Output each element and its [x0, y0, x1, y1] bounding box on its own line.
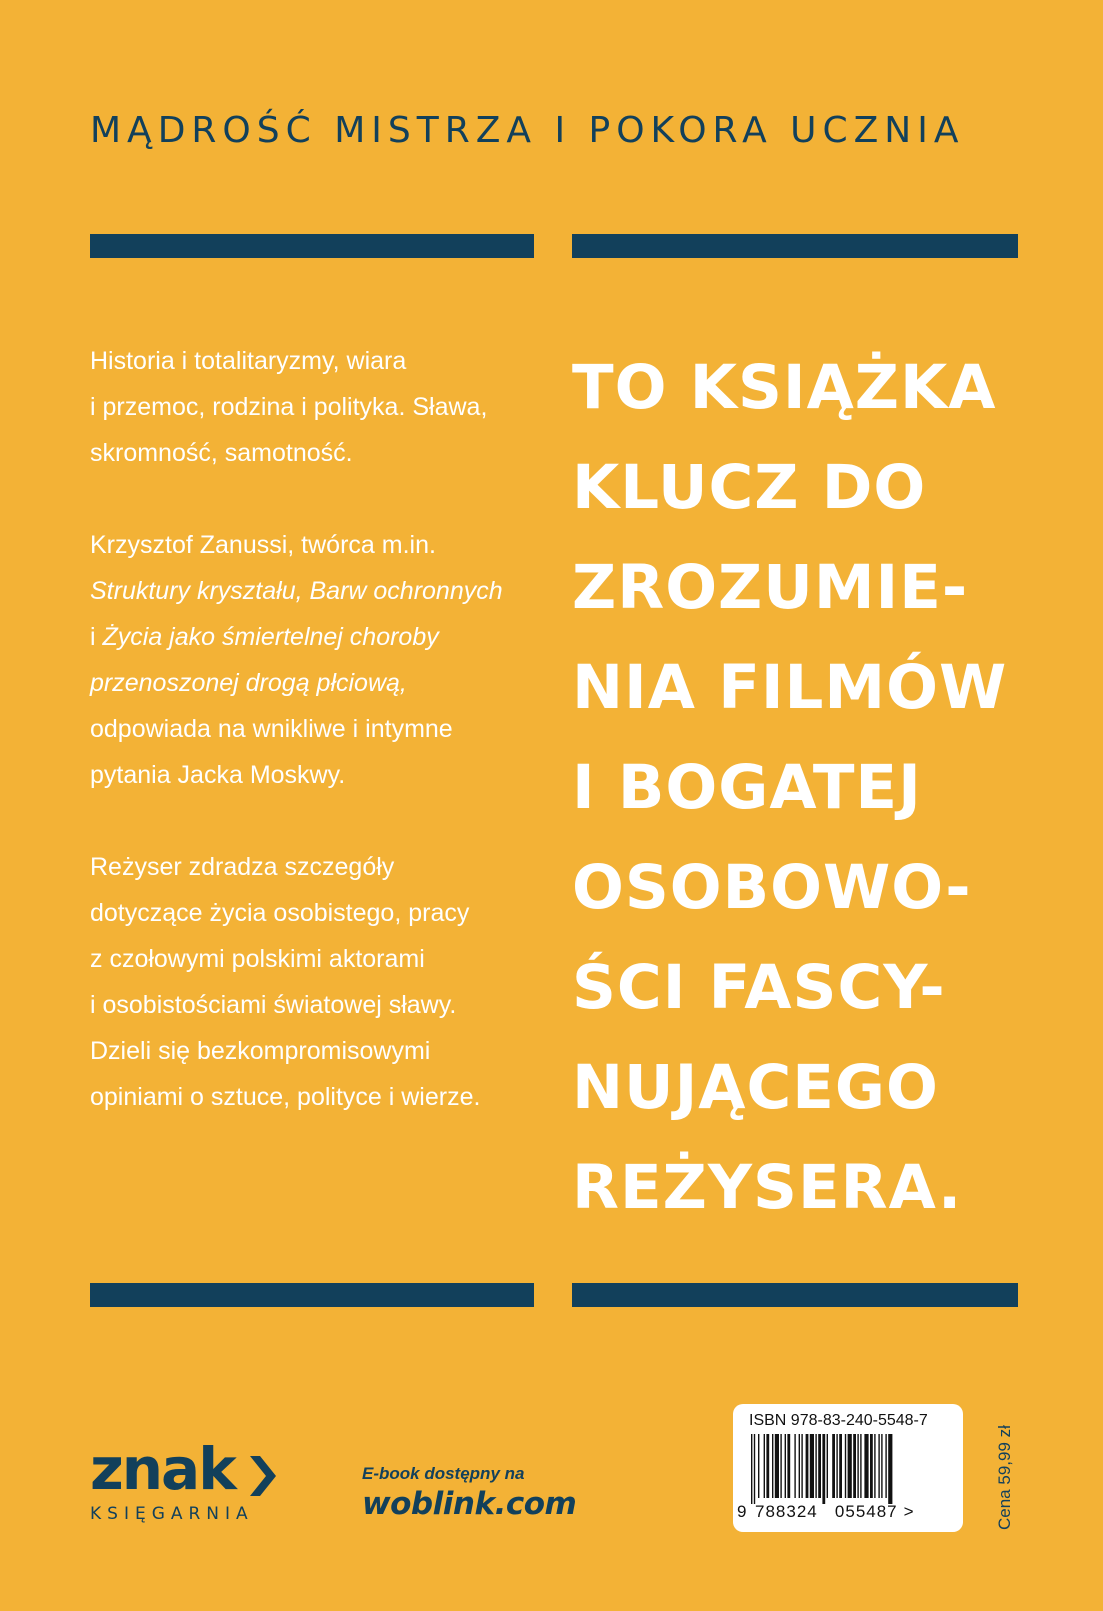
barcode-group-1: 788324: [755, 1502, 818, 1521]
blurb-line: pytania Jacka Moskwy.: [90, 761, 346, 789]
publisher-chevron-icon: [240, 1456, 282, 1496]
publisher-name: [90, 1435, 235, 1503]
tagline: MĄDROŚĆ MISTRZA I POKORA UCZNIA: [90, 110, 965, 151]
blurb-line-italic: przenoszonej drogą płciową,: [90, 669, 407, 697]
blurb-line: i osobistościami światowej sławy.: [90, 991, 457, 1019]
publisher-subtitle: KSIĘGARNIA: [90, 1504, 254, 1524]
ebook-availability: [362, 1464, 576, 1522]
barcode-arrow: >: [903, 1502, 915, 1521]
divider-top-right: [572, 234, 1018, 258]
barcode-digits: [737, 1502, 915, 1522]
quote-line: TO KSIĄŻKA: [572, 352, 997, 423]
publisher-logo: [90, 1435, 254, 1524]
blurb-line: opiniami o sztuce, polityce i wierze.: [90, 1083, 481, 1111]
quote-line: NUJĄCEGO: [572, 1052, 939, 1123]
divider-bottom-left: [90, 1283, 534, 1307]
pull-quote: [572, 338, 1032, 1238]
blurb-line: i przemoc, rodzina i polityka. Sława,: [90, 393, 488, 421]
blurb-line: odpowiada na wnikliwe i intymne: [90, 715, 453, 743]
blurb-paragraph-1: [90, 338, 550, 476]
quote-line: OSOBOWO-: [572, 852, 972, 923]
blurb-line: skromność, samotność.: [90, 439, 353, 467]
isbn-text: ISBN 978-83-240-5548-7: [749, 1412, 928, 1429]
divider-bottom-right: [572, 1283, 1018, 1307]
price-label: Cena 59,99 zł: [995, 1425, 1014, 1530]
blurb-fragment: i: [90, 623, 103, 651]
blurb-line: Krzysztof Zanussi, twórca m.in.: [90, 531, 436, 559]
blurb: [90, 338, 550, 1120]
ebook-store-logo: [362, 1486, 576, 1522]
blurb-line: dotyczące życia osobistego, pracy: [90, 899, 470, 927]
blurb-paragraph-3: [90, 844, 550, 1120]
quote-line: KLUCZ DO: [572, 452, 927, 523]
publisher-wordmark: znak: [90, 1435, 235, 1503]
blurb-line: Reżyser zdradza szczegóły: [90, 853, 395, 881]
blurb-fragment-italic: Życia jako śmiertelnej choroby: [102, 623, 439, 651]
quote-line: REŻYSERA.: [572, 1152, 963, 1223]
quote-line: NIA FILMÓW: [572, 652, 1008, 723]
blurb-line: Dzieli się bezkompromisowymi: [90, 1037, 431, 1065]
blurb-line: Historia i totalitaryzmy, wiara: [90, 347, 407, 375]
blurb-paragraph-2: [90, 522, 550, 798]
ebook-store-tld: .com: [494, 1486, 577, 1522]
quote-line: ŚCI FASCY-: [572, 952, 946, 1023]
barcode-first-digit: 9: [737, 1502, 748, 1521]
barcode-group-2: 055487: [834, 1502, 898, 1521]
blurb-line-mixed: [90, 614, 550, 660]
blurb-line-italic: Struktury kryształu, Barw ochronnych: [90, 577, 503, 605]
quote-line: ZROZUMIE-: [572, 552, 969, 623]
ebook-store-name: woblink: [362, 1486, 495, 1522]
quote-line: I BOGATEJ: [572, 752, 922, 823]
barcode-panel: [733, 1404, 963, 1532]
ebook-label: E-book dostępny na: [362, 1464, 525, 1483]
blurb-line: z czołowymi polskimi aktorami: [90, 945, 425, 973]
divider-top-left: [90, 234, 534, 258]
barcode-icon: [749, 1434, 949, 1504]
